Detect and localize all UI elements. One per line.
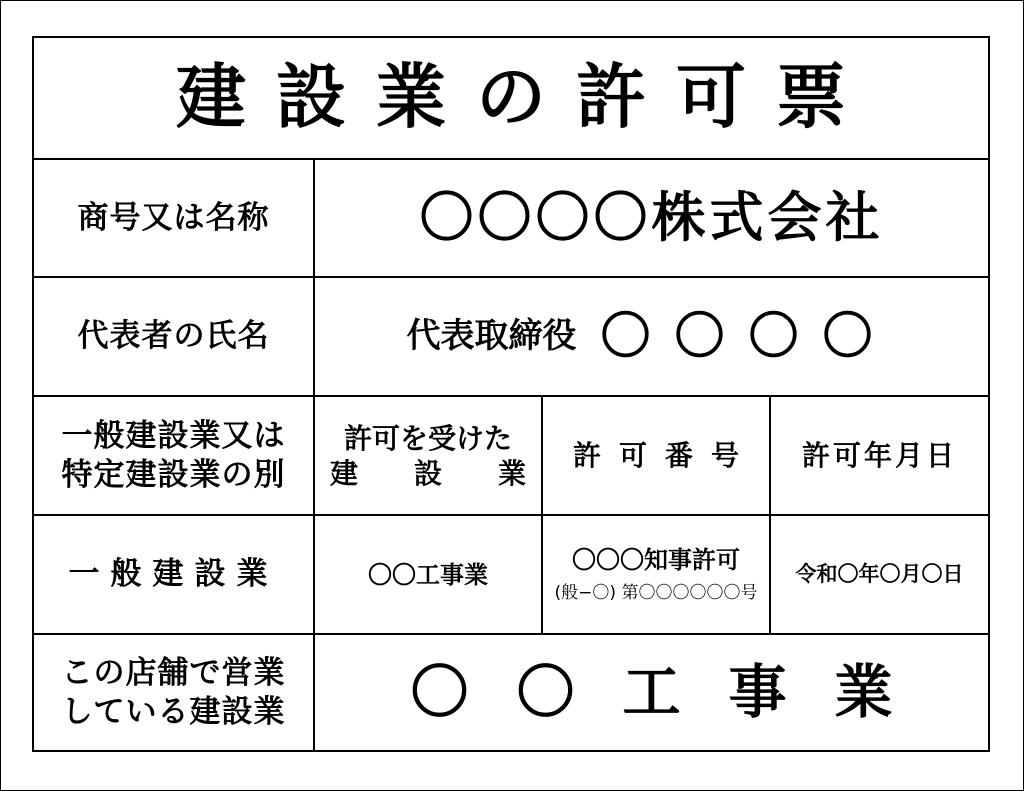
representative-position: 代表取締役 [406, 316, 577, 357]
permit-number-header: 許可番号 [572, 439, 757, 472]
permit-number-value [543, 516, 769, 633]
license-category-label-line1: 一般建設業又は [61, 417, 286, 454]
representative-label: 代表者の氏名 [77, 318, 270, 355]
licensed-business-header-line2: 建設業 [330, 456, 583, 490]
store-business-value: 〇〇工事業 [410, 658, 941, 727]
company-name-label: 商号又は名称 [77, 199, 270, 236]
store-business-label-line1: この店舗で営業 [61, 654, 286, 691]
permit-number-line2: (般−〇) 第〇〇〇〇〇〇号 [554, 582, 758, 603]
company-name-value: 〇〇〇〇株式会社 [419, 186, 884, 250]
license-category-value: 一般建設業 [68, 556, 279, 593]
store-business-label [34, 635, 313, 750]
permit-sign-board [32, 36, 990, 752]
licensed-business-header-line1: 許可を受けた [343, 421, 512, 455]
license-category-label [34, 397, 313, 514]
permit-date-value: 令和〇年〇月〇日 [795, 562, 964, 587]
permit-number-line1: 〇〇〇知事許可 [572, 545, 740, 574]
licensed-business-header [315, 397, 583, 514]
representative-value [315, 278, 988, 395]
permit-date-header: 許可年月日 [801, 439, 957, 472]
sign-title: 建設業の許可票 [176, 56, 876, 139]
licensed-business-value: 〇〇工事業 [368, 560, 488, 589]
store-business-label-line2: している建設業 [61, 693, 286, 730]
license-category-label-line2: 特定建設業の別 [61, 456, 286, 493]
representative-name: 〇〇〇〇 [600, 307, 897, 366]
